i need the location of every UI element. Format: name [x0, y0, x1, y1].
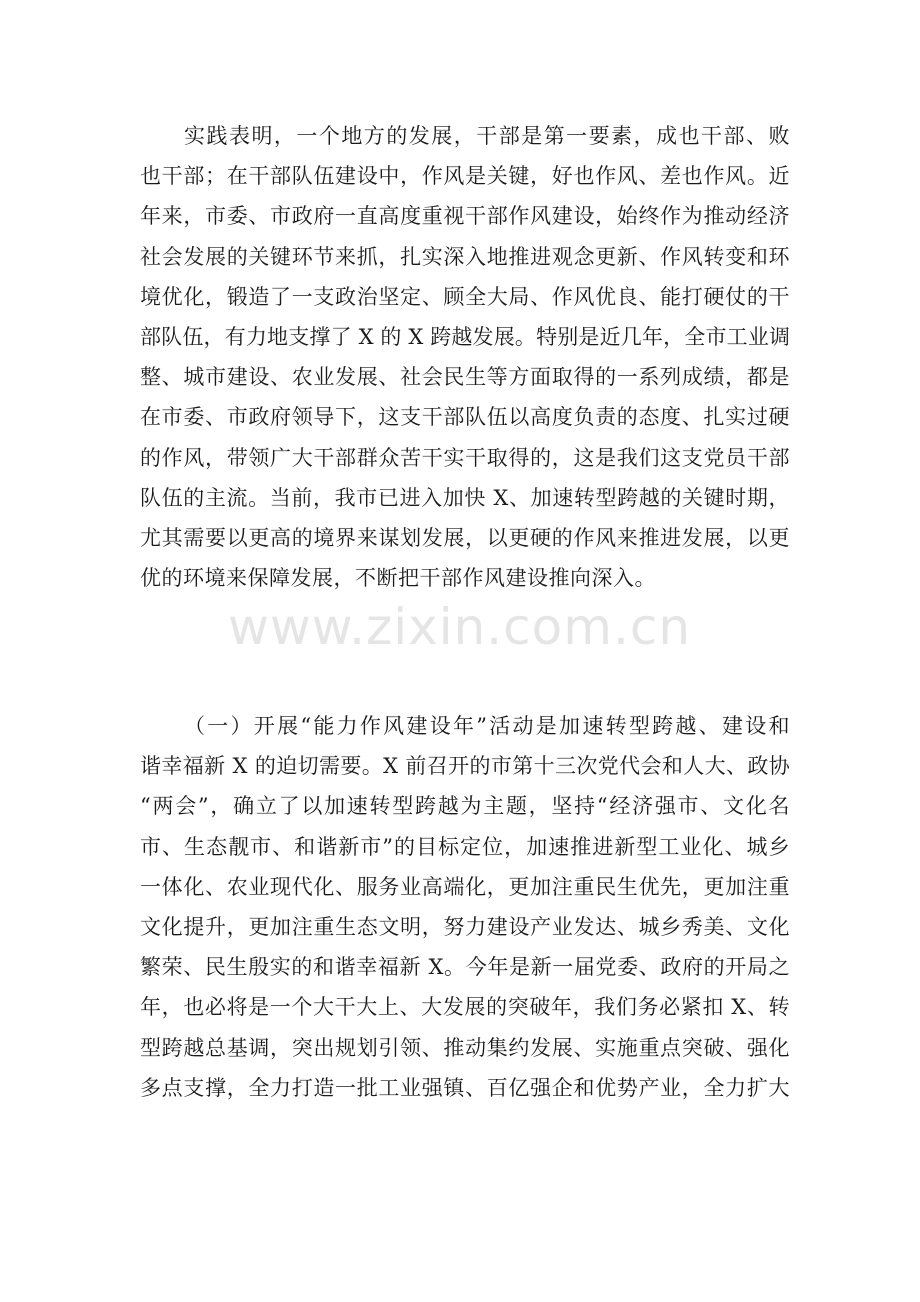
text-line: 尤其需要以更高的境界来谋划发展，以更硬的作风来推进发展，以更 — [140, 525, 790, 550]
text-line: 多点支撑，全力打造一批工业强镇、百亿强企和优势产业，全力扩大 — [140, 1075, 790, 1100]
text-line: （一）开展“能力作风建设年”活动是加速转型跨越、建设和 — [184, 714, 790, 738]
text-line: 队伍的主流。当前，我市已进入加快 X、加速转型跨越的关键时期， — [140, 485, 790, 510]
text-line: 年来，市委、市政府一直高度重视干部作风建设，始终作为推动经济 — [140, 204, 790, 229]
watermark: www.zixin.com.cn — [228, 598, 692, 656]
text-line: “两会”，确立了以加速转型跨越为主题，坚持“经济强市、文化名 — [140, 794, 790, 819]
text-line: 文化提升，更加注重生态文明，努力建设产业发达、城乡秀美、文化 — [140, 914, 790, 939]
text-line: 部队伍，有力地支撑了 X 的 X 跨越发展。特别是近几年，全市工业调 — [140, 324, 790, 349]
text-line: 繁荣、民生殷实的和谐幸福新 X。今年是新一届党委、政府的开局之 — [140, 955, 790, 980]
paragraph-1 — [140, 116, 790, 598]
text-line: 在市委、市政府领导下，这支干部队伍以高度负责的态度、扎实过硬 — [140, 405, 790, 430]
text-line: 社会发展的关键环节来抓，扎实深入地推进观念更新、作风转变和环 — [140, 244, 790, 269]
text-line: 实践表明，一个地方的发展，干部是第一要素，成也干部、败 — [184, 124, 790, 148]
paragraph-2 — [140, 706, 790, 1108]
text-line: 一体化、农业现代化、服务业高端化，更加注重民生优先，更加注重 — [140, 874, 790, 899]
text-line: 也干部；在干部队伍建设中，作风是关键，好也作风、差也作风。近 — [140, 164, 790, 189]
text-line: 的作风，带领广大干部群众苦干实干取得的，这是我们这支党员干部 — [140, 445, 790, 470]
text-line: 优的环境来保障发展，不断把干部作风建设推向深入。 — [140, 566, 656, 591]
text-line: 市、生态靓市、和谐新市”的目标定位，加速推进新型工业化、城乡 — [140, 834, 790, 859]
text-line: 整、城市建设、农业发展、社会民生等方面取得的一系列成绩，都是 — [140, 365, 790, 390]
text-line: 型跨越总基调，突出规划引领、推动集约发展、实施重点突破、强化 — [140, 1035, 790, 1060]
text-line: 年，也必将是一个大干大上、大发展的突破年，我们务必紧扣 X、转 — [140, 995, 790, 1020]
text-line: 谐幸福新 X 的迫切需要。X 前召开的市第十三次党代会和人大、政协 — [140, 754, 790, 779]
text-line: 境优化，锻造了一支政治坚定、顾全大局、作风优良、能打硬仗的干 — [140, 284, 790, 309]
